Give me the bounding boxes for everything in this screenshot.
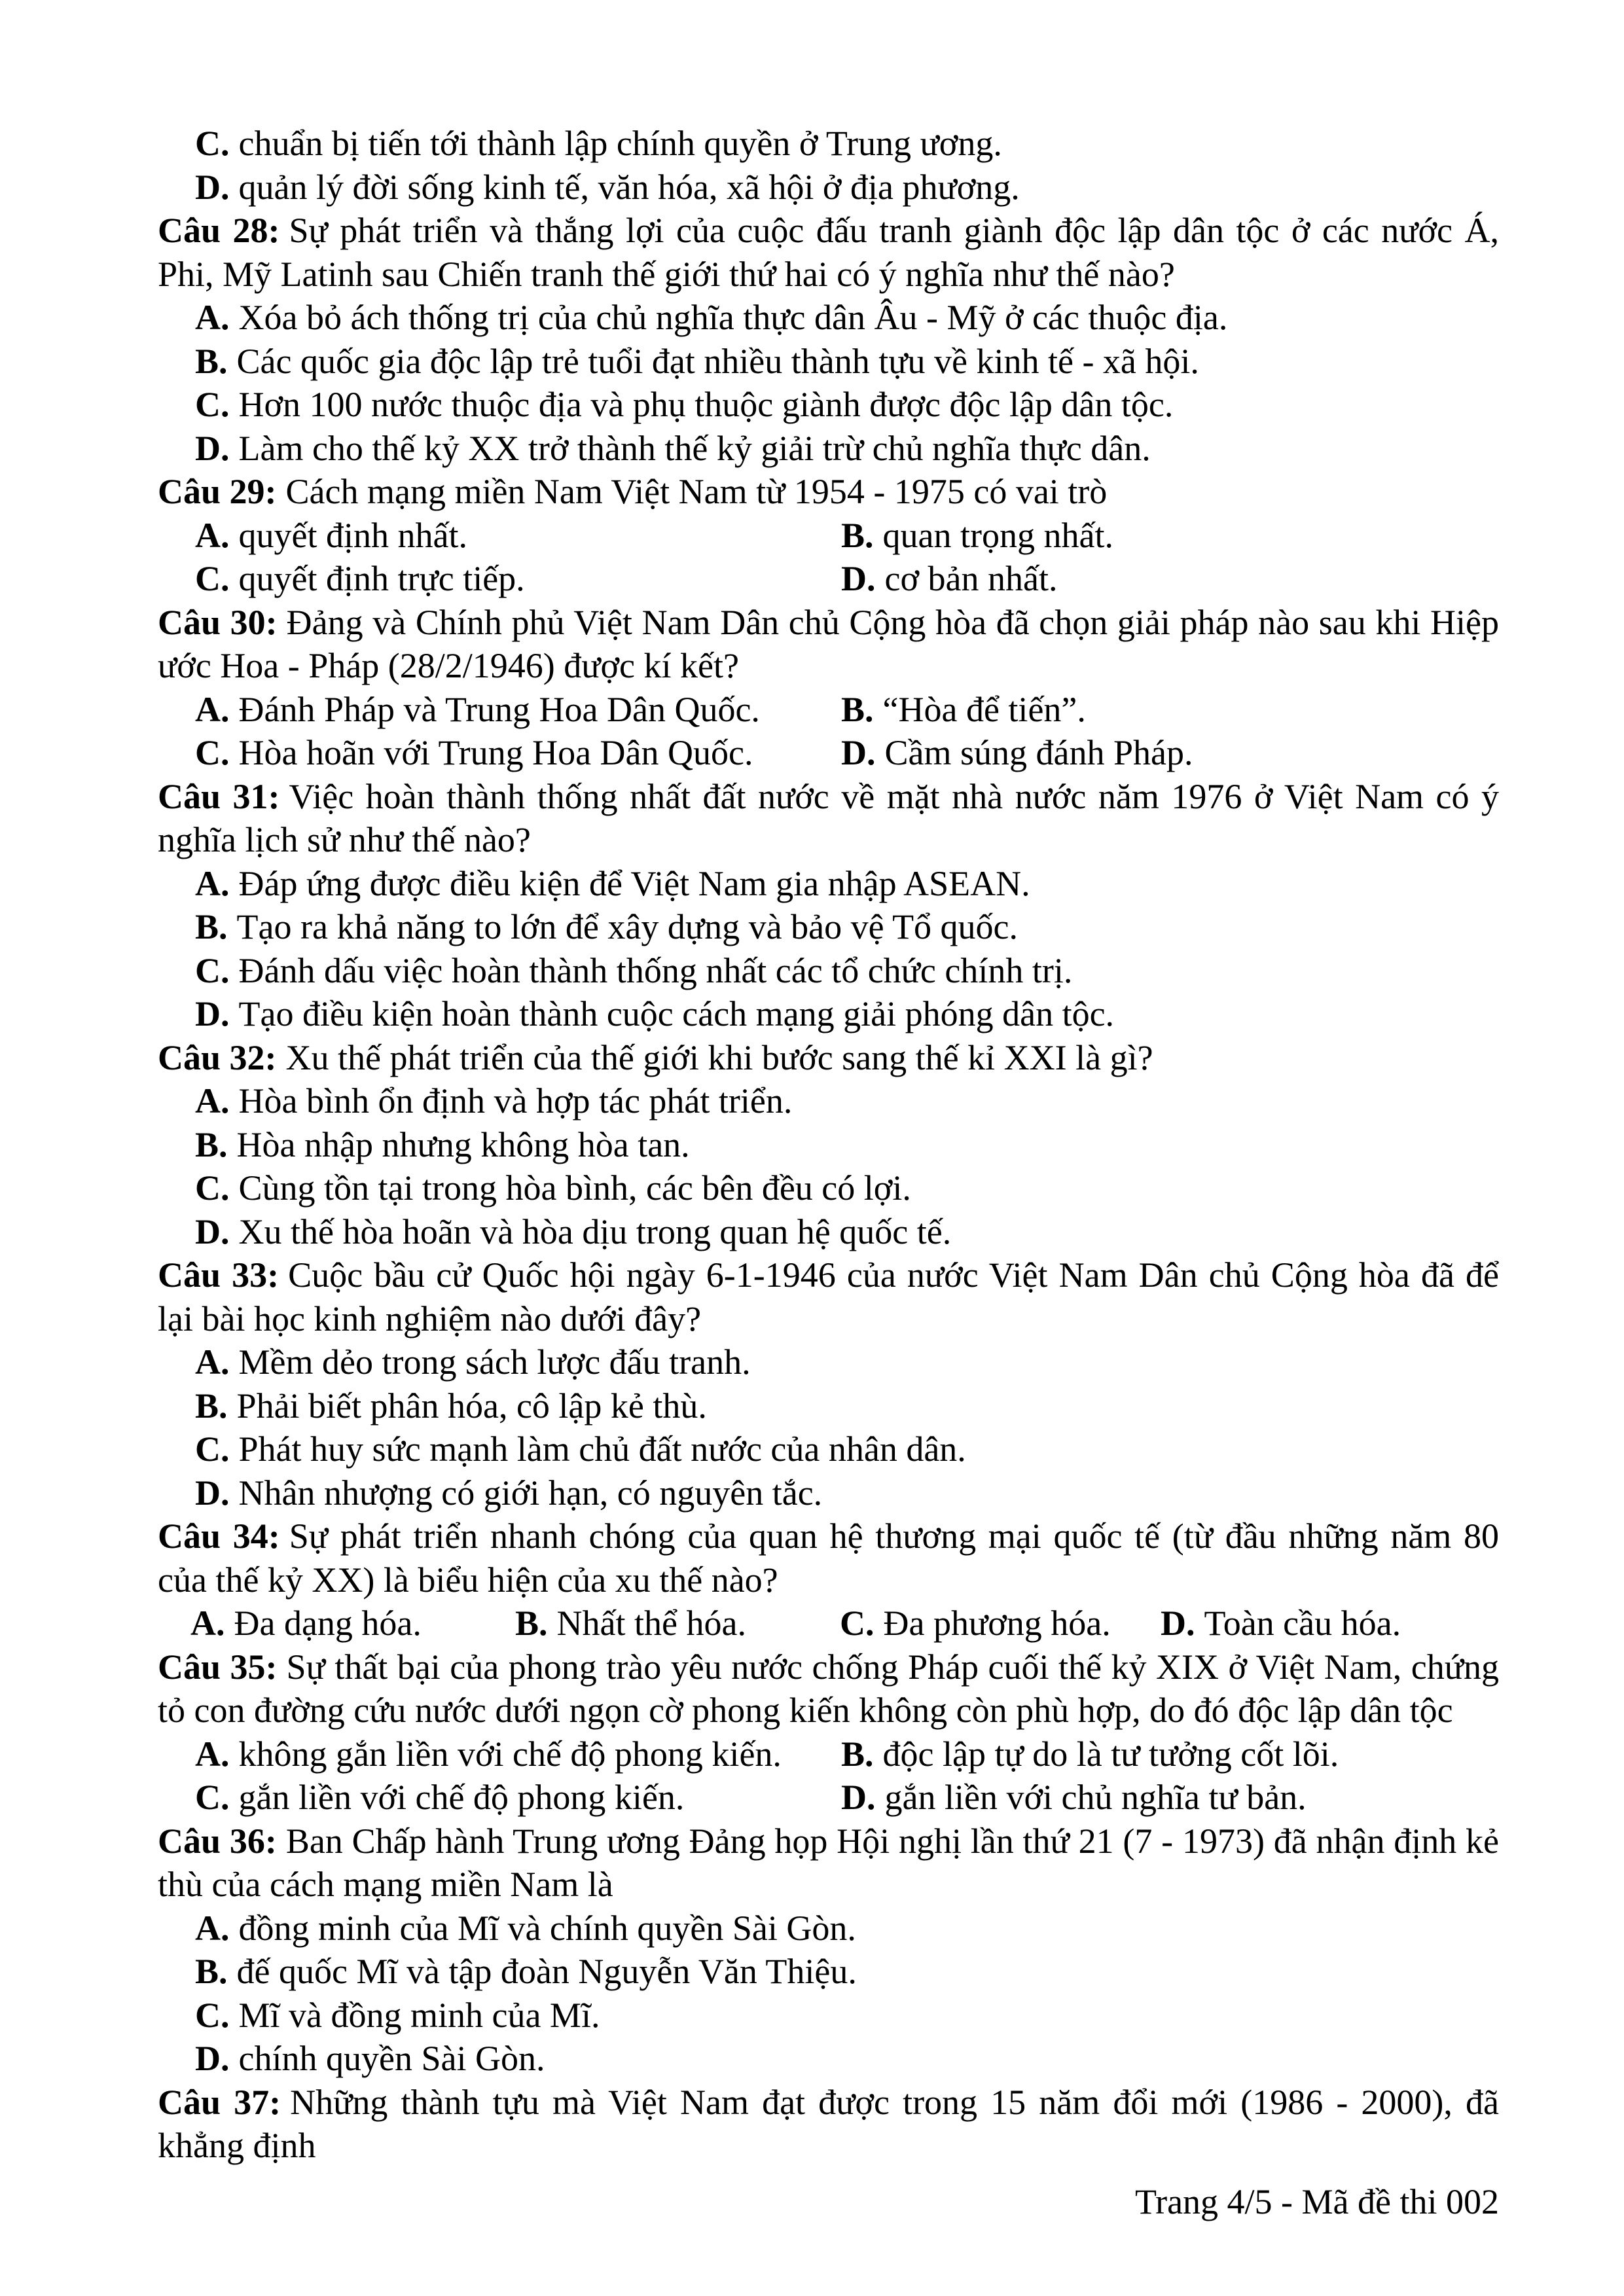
- q33-option-c-label: C.: [195, 1429, 230, 1469]
- q36-option-d-label: D.: [195, 2039, 230, 2078]
- q32-option-d-text: Xu thế hòa hoãn và hòa dịu trong quan hệ quốc tế.: [238, 1211, 952, 1251]
- q32-option-a: [158, 1079, 1499, 1123]
- q36-option-c-text: Mĩ và đồng minh của Mĩ.: [238, 1995, 600, 2035]
- question-34-label: Câu 34:: [158, 1516, 280, 1556]
- q33-option-d-text: Nhân nhượng có giới hạn, có nguyên tắc.: [238, 1473, 823, 1513]
- q36-option-d: [158, 2037, 1499, 2081]
- q31-option-c: [158, 949, 1499, 993]
- q35-option-c: [195, 1776, 841, 1820]
- q31-option-b-label: B.: [195, 907, 228, 946]
- question-32-text: Xu thế phát triển của thế giới khi bước sang thế kỉ XXI là gì?: [285, 1037, 1153, 1077]
- q34-option-d: [1161, 1602, 1401, 1645]
- q34-option-c-label: C.: [840, 1604, 875, 1643]
- q29-option-c: [195, 557, 841, 601]
- question-33: [158, 1253, 1499, 1340]
- q33-option-d-label: D.: [195, 1473, 230, 1513]
- q34-option-a: [190, 1602, 515, 1645]
- q30-option-c-label: C.: [195, 733, 230, 772]
- q34-option-c-text: Đa phương hóa.: [883, 1604, 1111, 1643]
- q31-option-a: [158, 862, 1499, 906]
- q32-option-c-label: C.: [195, 1168, 230, 1208]
- q30-option-a-label: A.: [195, 689, 230, 729]
- q31-option-a-text: Đáp ứng được điều kiện để Việt Nam gia nhập ASEAN.: [238, 863, 1030, 903]
- q34-option-b: [515, 1602, 840, 1645]
- question-28-label: Câu 28:: [158, 211, 280, 250]
- question-34-text: Sự phát triển nhanh chóng của quan hệ thương mại quốc tế (từ đầu những năm 80 của thế kỷ XX) là biểu hiện của xu thế nào?: [158, 1516, 1499, 1600]
- q28-option-d-text: Làm cho thế kỷ XX trở thành thế kỷ giải trừ chủ nghĩa thực dân.: [238, 428, 1151, 468]
- q30-option-a-text: Đánh Pháp và Trung Hoa Dân Quốc.: [238, 689, 760, 729]
- q29-option-c-text: quyết định trực tiếp.: [238, 559, 525, 598]
- q28-option-b-label: B.: [195, 341, 228, 381]
- q28-option-c-text: Hơn 100 nước thuộc địa và phụ thuộc giành được độc lập dân tộc.: [238, 385, 1174, 424]
- q33-option-c: [158, 1427, 1499, 1471]
- question-30-text: Đảng và Chính phủ Việt Nam Dân chủ Cộng hòa đã chọn giải pháp nào sau khi Hiệp ước Hoa - Pháp (28/2/1946) được kí kết?: [158, 602, 1499, 685]
- q31-option-d-label: D.: [195, 994, 230, 1033]
- question-30-label: Câu 30:: [158, 602, 278, 642]
- q36-option-c: [158, 1994, 1499, 2037]
- q35-option-b-label: B.: [841, 1734, 874, 1774]
- q32-option-b-label: B.: [195, 1124, 228, 1164]
- q35-option-d: [841, 1776, 1307, 1820]
- question-35: [158, 1645, 1499, 1732]
- question-37-text: Những thành tựu mà Việt Nam đạt được trong 15 năm đổi mới (1986 - 2000), đã khẳng định: [158, 2082, 1499, 2165]
- q31-option-d: [158, 992, 1499, 1036]
- q28-option-c: [158, 383, 1499, 427]
- q33-option-b-text: Phải biết phân hóa, cô lập kẻ thù.: [236, 1386, 707, 1426]
- question-32: [158, 1036, 1499, 1080]
- q29-option-b-text: quan trọng nhất.: [882, 515, 1113, 555]
- q32-option-a-text: Hòa bình ổn định và hợp tác phát triển.: [238, 1081, 793, 1121]
- q27-option-d-label: D.: [195, 167, 230, 207]
- q29-option-d-label: D.: [841, 559, 876, 598]
- q33-option-a-text: Mềm dẻo trong sách lược đấu tranh.: [238, 1342, 751, 1382]
- q35-options-row-1: [158, 1732, 1499, 1776]
- q30-option-c-text: Hòa hoãn với Trung Hoa Dân Quốc.: [238, 733, 753, 772]
- q30-option-d-text: Cầm súng đánh Pháp.: [884, 733, 1193, 772]
- q31-option-b-text: Tạo ra khả năng to lớn để xây dựng và bảo vệ Tổ quốc.: [236, 907, 1019, 946]
- q34-option-d-label: D.: [1161, 1604, 1195, 1643]
- question-35-label: Câu 35:: [158, 1647, 278, 1687]
- q32-option-d: [158, 1210, 1499, 1254]
- q35-option-d-label: D.: [841, 1778, 876, 1817]
- q28-option-b-text: Các quốc gia độc lập trẻ tuổi đạt nhiều thành tựu về kinh tế - xã hội.: [236, 341, 1199, 381]
- q27-option-c-label: C.: [195, 124, 230, 163]
- q32-option-c-text: Cùng tồn tại trong hòa bình, các bên đều có lợi.: [238, 1168, 911, 1208]
- question-37: [158, 2081, 1499, 2168]
- q30-options-row-2: [158, 731, 1499, 775]
- q31-option-b: [158, 905, 1499, 949]
- question-28: [158, 209, 1499, 296]
- q27-option-c: [158, 122, 1499, 166]
- q31-option-a-label: A.: [195, 863, 230, 903]
- q29-option-b: [841, 514, 1113, 558]
- q35-option-a-text: không gắn liền với chế độ phong kiến.: [238, 1734, 782, 1774]
- q31-option-c-text: Đánh dấu việc hoàn thành thống nhất các tổ chức chính trị.: [238, 950, 1073, 990]
- q29-options-row-2: [158, 557, 1499, 601]
- question-29-text: Cách mạng miền Nam Việt Nam từ 1954 - 1975 có vai trò: [285, 472, 1108, 511]
- q34-option-b-text: Nhất thể hóa.: [556, 1604, 746, 1643]
- q36-option-c-label: C.: [195, 1995, 230, 2035]
- q35-option-b-text: độc lập tự do là tư tưởng cốt lõi.: [882, 1734, 1339, 1774]
- page-footer: Trang 4/5 - Mã đề thi 002: [1135, 2182, 1499, 2221]
- question-28-text: Sự phát triển và thắng lợi của cuộc đấu tranh giành độc lập dân tộc ở các nước Á, Phi, Mỹ Latinh sau Chiến tranh thế giới thứ hai có ý nghĩa như thế nào?: [158, 211, 1499, 294]
- q35-options-row-2: [158, 1776, 1499, 1820]
- q35-option-a: [195, 1732, 841, 1776]
- q36-option-a-text: đồng minh của Mĩ và chính quyền Sài Gòn.: [238, 1908, 856, 1948]
- q30-option-d: [841, 731, 1193, 775]
- q36-option-d-text: chính quyền Sài Gòn.: [238, 2039, 545, 2078]
- q36-option-b-text: đế quốc Mĩ và tập đoàn Nguyễn Văn Thiệu.: [236, 1952, 857, 1991]
- q30-option-b-text: “Hòa để tiến”.: [882, 689, 1086, 729]
- question-36-text: Ban Chấp hành Trung ương Đảng họp Hội nghị lần thứ 21 (7 - 1973) đã nhận định kẻ thù của cách mạng miền Nam là: [158, 1821, 1500, 1904]
- q28-option-c-label: C.: [195, 385, 230, 424]
- q28-option-a-label: A.: [195, 298, 230, 337]
- q28-option-a: [158, 296, 1499, 340]
- question-33-text: Cuộc bầu cử Quốc hội ngày 6-1-1946 của nước Việt Nam Dân chủ Cộng hòa đã để lại bài học kinh nghiệm nào dưới đây?: [158, 1255, 1499, 1338]
- q34-option-b-label: B.: [515, 1604, 548, 1643]
- q29-option-a-text: quyết định nhất.: [238, 515, 467, 555]
- q34-options-row: [158, 1602, 1499, 1645]
- q29-option-d-text: cơ bản nhất.: [884, 559, 1058, 598]
- q34-option-c: [840, 1602, 1161, 1645]
- q36-option-b: [158, 1950, 1499, 1994]
- q31-option-c-label: C.: [195, 950, 230, 990]
- question-29: [158, 470, 1499, 514]
- question-37-label: Câu 37:: [158, 2082, 281, 2122]
- q35-option-c-text: gắn liền với chế độ phong kiến.: [238, 1778, 685, 1817]
- question-36: [158, 1820, 1499, 1907]
- q34-option-a-text: Đa dạng hóa.: [234, 1604, 422, 1643]
- q30-option-a: [195, 688, 841, 732]
- q32-option-b: [158, 1123, 1499, 1167]
- q36-option-b-label: B.: [195, 1952, 228, 1991]
- question-31-text: Việc hoàn thành thống nhất đất nước về mặt nhà nước năm 1976 ở Việt Nam có ý nghĩa lịch sử như thế nào?: [158, 776, 1499, 859]
- q32-option-b-text: Hòa nhập nhưng không hòa tan.: [236, 1124, 690, 1164]
- q32-option-c: [158, 1166, 1499, 1210]
- question-29-label: Câu 29:: [158, 472, 277, 511]
- q33-option-d: [158, 1471, 1499, 1515]
- question-31: [158, 775, 1499, 862]
- question-32-label: Câu 32:: [158, 1037, 277, 1077]
- q35-option-d-text: gắn liền với chủ nghĩa tư bản.: [884, 1778, 1307, 1817]
- q28-option-b: [158, 340, 1499, 384]
- q29-options-row-1: [158, 514, 1499, 558]
- q35-option-a-label: A.: [195, 1734, 230, 1774]
- q34-option-a-label: A.: [190, 1604, 225, 1643]
- q27-option-c-text: chuẩn bị tiến tới thành lập chính quyền ở Trung ương.: [238, 124, 1002, 163]
- q30-option-c: [195, 731, 841, 775]
- question-31-label: Câu 31:: [158, 776, 280, 816]
- q28-option-a-text: Xóa bỏ ách thống trị của chủ nghĩa thực dân Âu - Mỹ ở các thuộc địa.: [238, 298, 1228, 337]
- question-36-label: Câu 36:: [158, 1821, 277, 1861]
- q36-option-a-label: A.: [195, 1908, 230, 1948]
- question-34: [158, 1515, 1499, 1602]
- q27-option-d: [158, 166, 1499, 209]
- q28-option-d-label: D.: [195, 428, 230, 468]
- q33-option-a-label: A.: [195, 1342, 230, 1382]
- q33-option-b-label: B.: [195, 1386, 228, 1426]
- q33-option-b: [158, 1384, 1499, 1428]
- q30-option-b: [841, 688, 1086, 732]
- q34-option-d-text: Toàn cầu hóa.: [1204, 1604, 1401, 1643]
- exam-content: [158, 122, 1499, 2168]
- q33-option-a: [158, 1340, 1499, 1384]
- q35-option-c-label: C.: [195, 1778, 230, 1817]
- q30-options-row-1: [158, 688, 1499, 732]
- q29-option-a: [195, 514, 841, 558]
- q29-option-d: [841, 557, 1057, 601]
- question-30: [158, 601, 1499, 688]
- q32-option-a-label: A.: [195, 1081, 230, 1121]
- q33-option-c-text: Phát huy sức mạnh làm chủ đất nước của nhân dân.: [238, 1429, 966, 1469]
- q35-option-b: [841, 1732, 1339, 1776]
- q30-option-d-label: D.: [841, 733, 876, 772]
- q29-option-b-label: B.: [841, 515, 874, 555]
- q36-option-a: [158, 1907, 1499, 1950]
- q28-option-d: [158, 427, 1499, 471]
- q29-option-a-label: A.: [195, 515, 230, 555]
- q27-option-d-text: quản lý đời sống kinh tế, văn hóa, xã hội ở địa phương.: [238, 167, 1020, 207]
- q29-option-c-label: C.: [195, 559, 230, 598]
- q32-option-d-label: D.: [195, 1211, 230, 1251]
- question-33-label: Câu 33:: [158, 1255, 280, 1295]
- q31-option-d-text: Tạo điều kiện hoàn thành cuộc cách mạng giải phóng dân tộc.: [238, 994, 1115, 1033]
- q30-option-b-label: B.: [841, 689, 874, 729]
- question-35-text: Sự thất bại của phong trào yêu nước chống Pháp cuối thế kỷ XIX ở Việt Nam, chứng tỏ con đường cứu nước dưới ngọn cờ phong kiến không còn phù hợp, do đó độc lập dân tộc: [158, 1647, 1499, 1730]
